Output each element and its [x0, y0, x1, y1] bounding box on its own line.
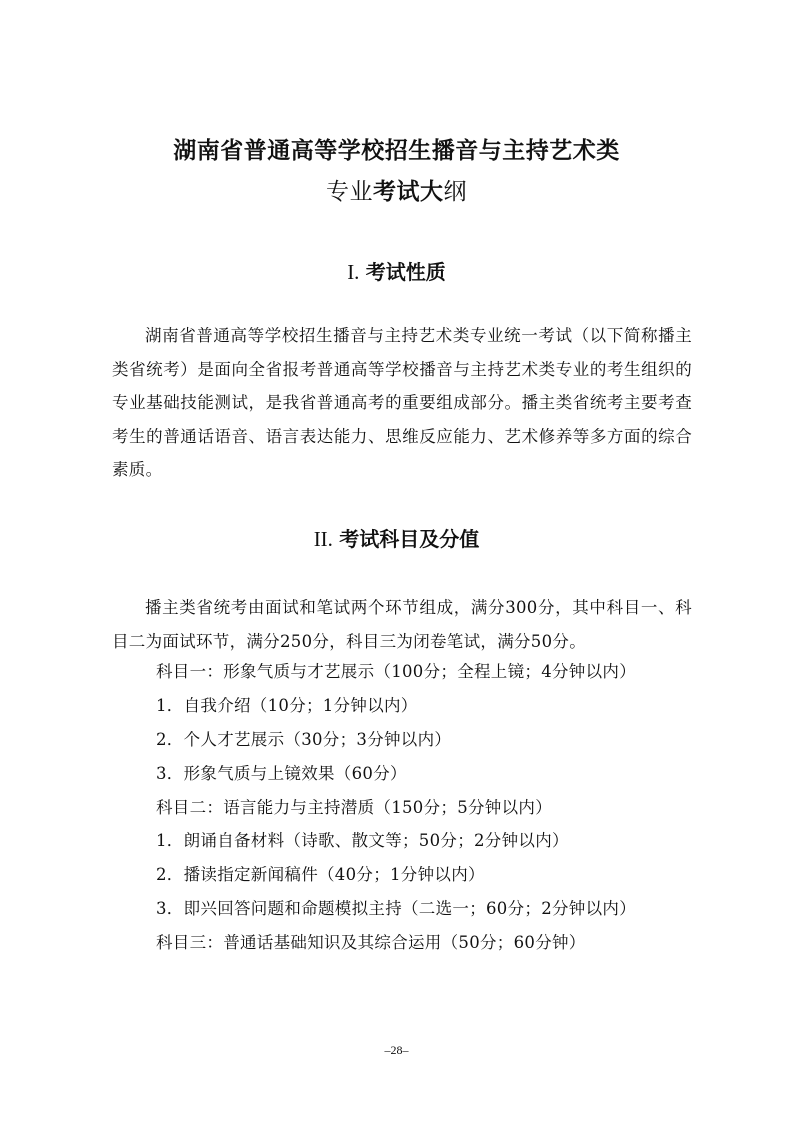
- section-numeral: II.: [313, 527, 333, 551]
- document-title-line-1: 湖南省普通高等学校招生播音与主持艺术类: [173, 138, 620, 164]
- subject-2-line: 科目二：语言能力与主持潜质（150分；5分钟以内）: [156, 798, 552, 817]
- subject-2-item-2: 2．播读指定新闻稿件（40分；1分钟以内）: [156, 865, 485, 884]
- section-2-paragraph: 播主类省统考由面试和笔试两个环节组成，满分300分，其中科目一、科目二为面试环节，满分250分，科目三为闭卷笔试，满分50分。: [112, 598, 692, 651]
- subject-2-item-1: 1．朗诵自备材料（诗歌、散文等；50分；2分钟以内）: [156, 831, 569, 850]
- title-part-1: 专业: [326, 179, 373, 205]
- subject-1-item-2: 2．个人才艺展示（30分；3分钟以内）: [156, 730, 452, 749]
- page-number: –28–: [384, 1043, 409, 1057]
- subject-1-item-3: 3．形象气质与上镜效果（60分）: [156, 764, 407, 783]
- subject-1-item-1: 1．自我介绍（10分；1分钟以内）: [156, 696, 418, 715]
- title-part-4: 纲: [443, 179, 467, 205]
- title-part-3: 大: [420, 179, 444, 205]
- title-part-2: 考试: [373, 179, 420, 205]
- section-heading-2: [0, 525, 793, 553]
- section-1-paragraph: 湖南省普通高等学校招生播音与主持艺术类专业统一考试（以下简称播主类省统考）是面向全省报考普通高等学校播音与主持艺术类专业的考生组织的专业基础技能测试，是我省普通高考的重要组成部分。播主类省统考主要考查考生的普通话语音、语言表达能力、思维反应能力、艺术修养等多方面的综合素质。: [112, 326, 692, 479]
- section-numeral: I.: [347, 260, 360, 284]
- section-label: 考试性质: [365, 260, 446, 284]
- section-heading-1: [0, 258, 793, 286]
- subject-3-line: 科目三：普通话基础知识及其综合运用（50分；60分钟）: [156, 933, 586, 952]
- section-label: 考试科目及分值: [339, 527, 480, 551]
- subject-2-item-3: 3．即兴回答问题和命题模拟主持（二选一；60分；2分钟以内）: [156, 899, 636, 918]
- document-title-line-2: [0, 177, 793, 207]
- subject-1-line: 科目一：形象气质与才艺展示（100分；全程上镜；4分钟以内）: [156, 662, 636, 681]
